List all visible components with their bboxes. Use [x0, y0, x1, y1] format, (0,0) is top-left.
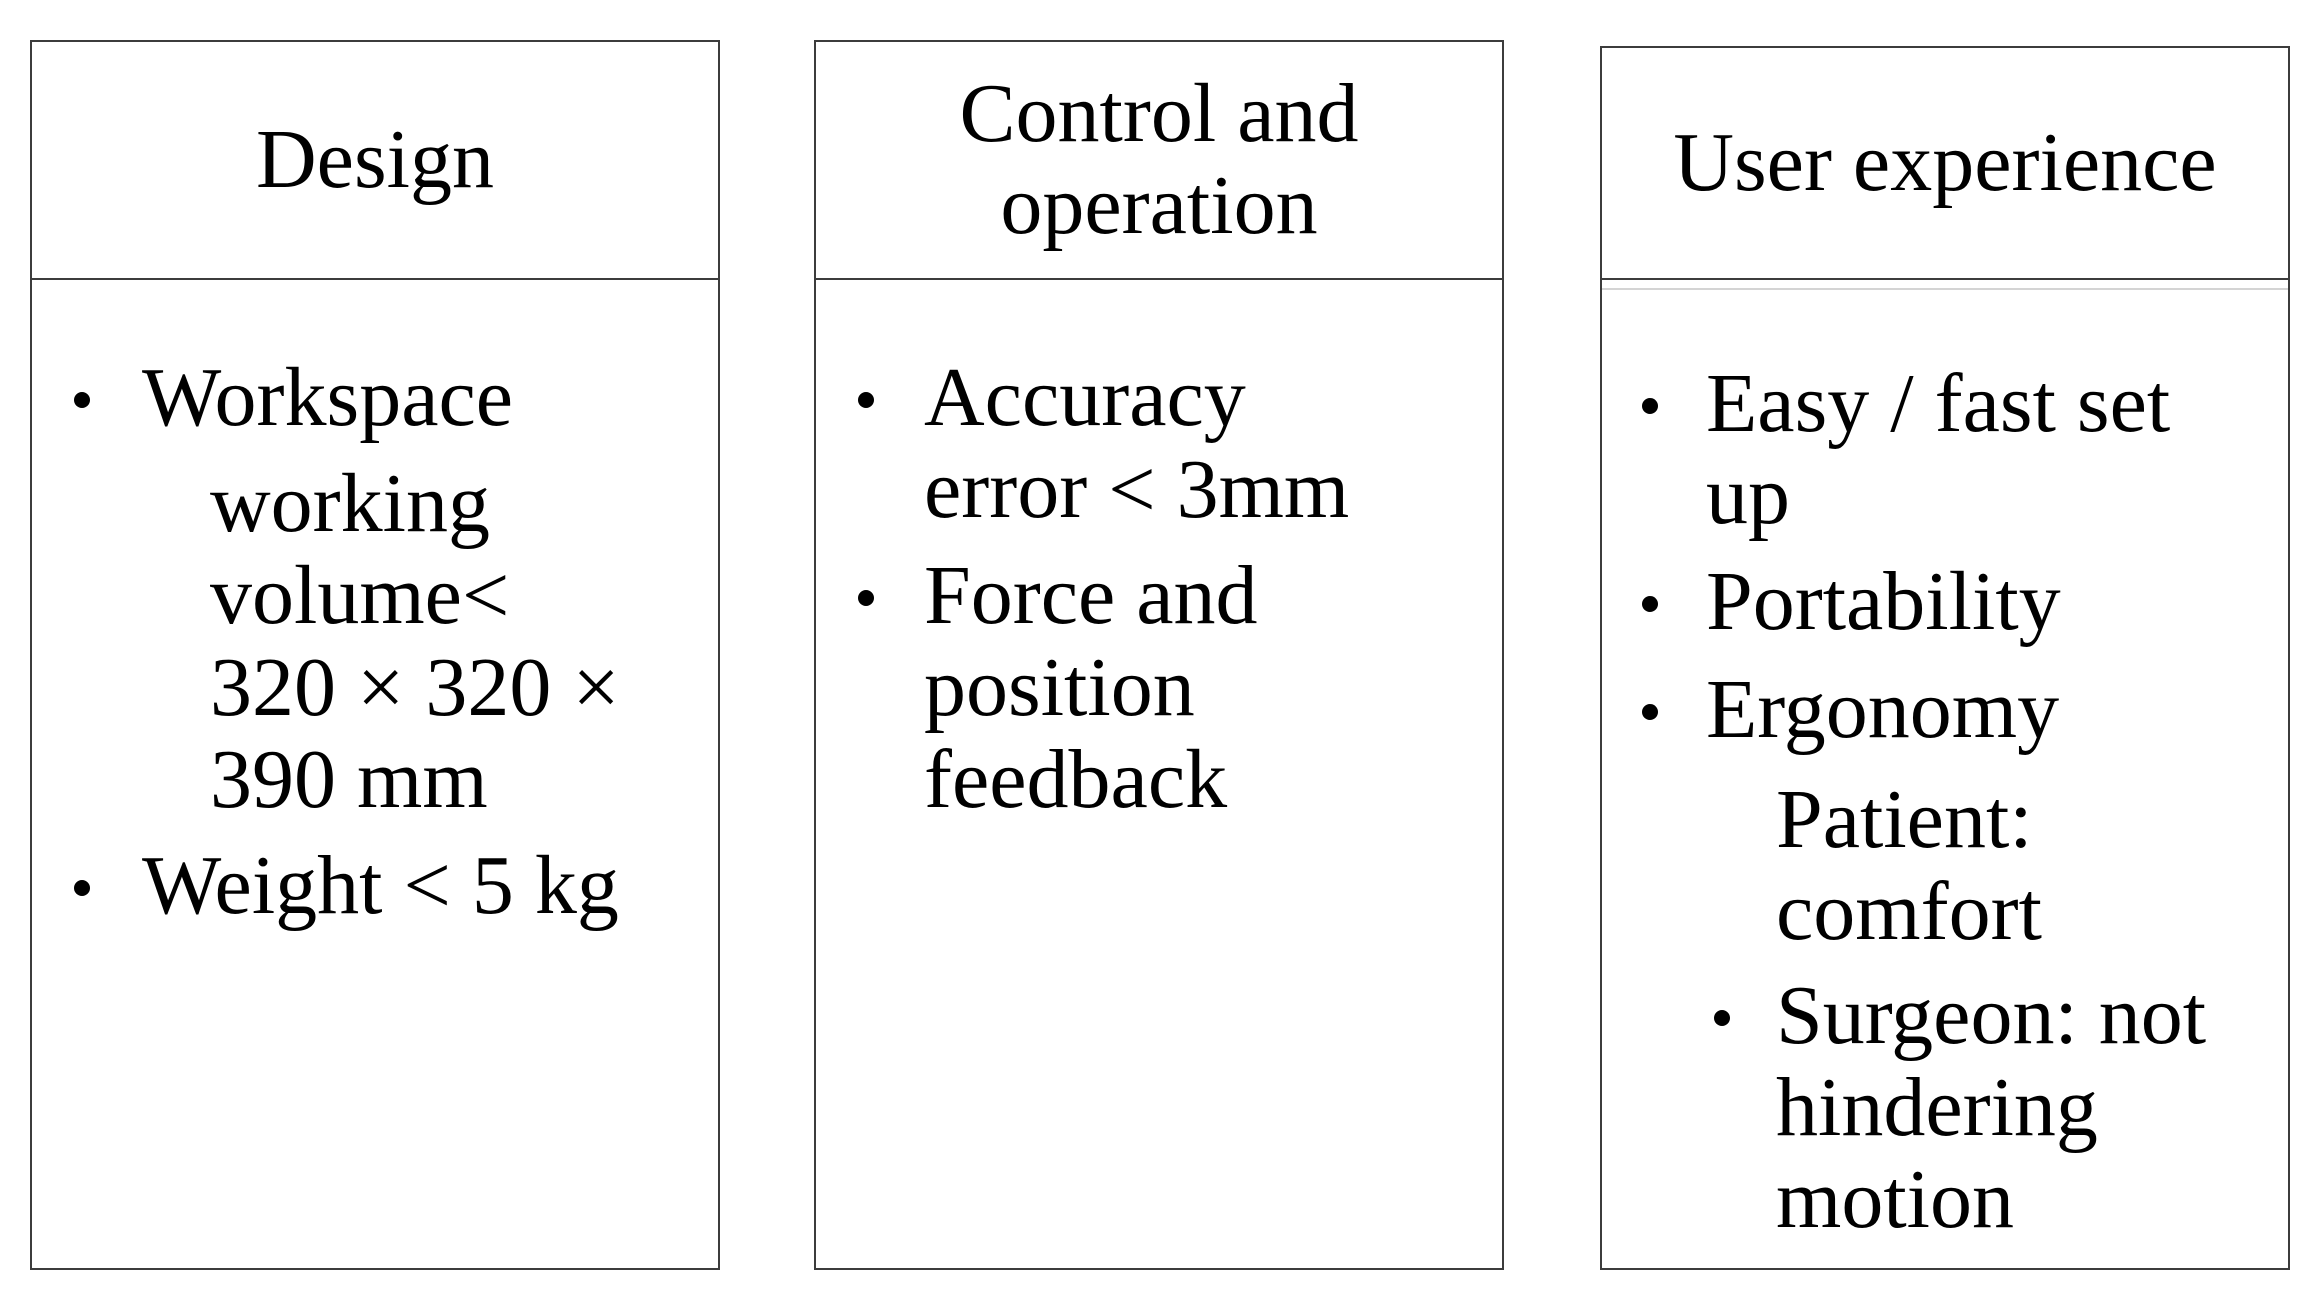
list-item-text: Surgeon: not: [1776, 969, 2207, 1062]
list-item-text: Ergonomy: [1706, 663, 2060, 756]
column-control-and-operation: [814, 40, 1504, 1270]
bullet-icon: [74, 880, 90, 896]
list-item-text: Force and: [924, 549, 1258, 642]
bullet-icon: [1642, 398, 1658, 414]
list-item-text: Portability: [1706, 555, 2061, 648]
list-item-text: 320 × 320 ×: [210, 641, 620, 734]
bullet-icon: [858, 590, 874, 606]
list-item-text: working: [210, 457, 490, 550]
list-item-text: motion: [1776, 1153, 2015, 1246]
column-header: [1602, 48, 2288, 280]
list-item-text: Patient:: [1776, 773, 2033, 866]
list-item-text: Accuracy: [924, 351, 1246, 444]
column-user-experience: [1600, 46, 2290, 1270]
bullet-icon: [1714, 1010, 1730, 1026]
column-design: [30, 40, 720, 1270]
column-title: User experience: [1673, 116, 2217, 209]
list-item-text: error < 3mm: [924, 443, 1350, 536]
list-item-text: position: [924, 641, 1195, 734]
column-body: [1602, 280, 2288, 1268]
column-title: Control and operation: [959, 67, 1359, 252]
list-item-text: Easy / fast set: [1706, 357, 2171, 450]
bullet-icon: [1642, 596, 1658, 612]
list-item-text: Workspace: [142, 351, 514, 444]
column-header: [816, 42, 1502, 280]
list-item-text: Weight < 5 kg: [142, 839, 619, 932]
column-header: [32, 42, 718, 280]
bullet-icon: [1642, 704, 1658, 720]
list-item-text: 390 mm: [210, 733, 488, 826]
list-item-text: up: [1706, 449, 1790, 542]
column-body: [816, 280, 1502, 1268]
list-item-text: feedback: [924, 733, 1228, 826]
list-item-text: volume<: [210, 549, 510, 642]
bullet-icon: [858, 392, 874, 408]
bullet-icon: [74, 392, 90, 408]
column-title: Design: [256, 113, 494, 206]
list-item-text: comfort: [1776, 865, 2042, 958]
list-item-text: hindering: [1776, 1061, 2098, 1154]
column-body: [32, 280, 718, 1268]
